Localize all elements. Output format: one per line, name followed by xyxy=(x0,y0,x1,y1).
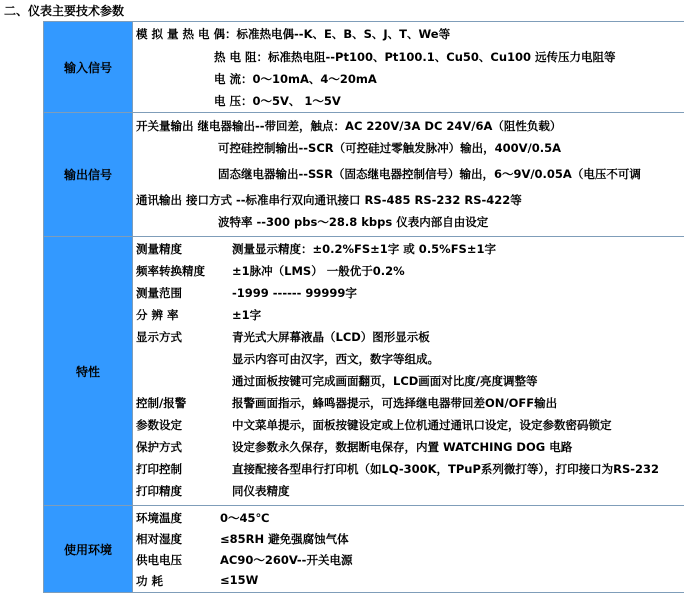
features-label: 特性 xyxy=(44,237,133,505)
rtd-line: 热 电 阻：标准热电阻--Pt100、Pt100.1、Cu50、Cu100 远传压力电阻等 xyxy=(214,50,616,64)
comm-interface-line: 通讯输出 接口方式 --标准串行双向通讯接口 RS-485 RS-232 RS-422等 xyxy=(136,193,522,207)
feature-value: 通过面板按键可完成画面翻页，LCD画面对比度/亮度调整等 xyxy=(232,374,538,388)
feature-value: 设定参数永久保存，数据断电保存，内置 WATCHING DOG 电路 xyxy=(232,440,573,454)
feature-key: 测量精度 xyxy=(136,242,182,256)
scr-output-line: 可控硅控制输出--SCR（可控硅过零触发脉冲）输出，400V/0.5A xyxy=(218,141,561,155)
feature-key: 保护方式 xyxy=(136,440,182,454)
env-value: AC90～260V--开关电源 xyxy=(220,553,353,567)
baud-rate-line: 波特率 --300 pbs～28.8 kbps 仪表内部自由设定 xyxy=(218,215,489,229)
feature-value: -1999 ------ 99999字 xyxy=(232,286,357,300)
feature-key: 分 辨 率 xyxy=(136,308,179,322)
feature-value: 中文菜单提示，面板按键设定或上位机通过通讯口设定，设定参数密码锁定 xyxy=(232,418,612,432)
spec-table xyxy=(43,21,684,593)
env-value: 0～45℃ xyxy=(220,511,270,525)
env-value: ≤85RH 避免强腐蚀气体 xyxy=(220,532,349,546)
ssr-output-line: 固态继电器输出--SSR（固态继电器控制信号）输出，6～9V/0.05A（电压不可调 xyxy=(218,167,641,181)
feature-key: 频率转换精度 xyxy=(136,264,205,278)
env-key: 环境温度 xyxy=(136,511,182,525)
input-signal-content xyxy=(133,22,684,112)
section-heading: 二、仪表主要技术参数 xyxy=(4,4,125,18)
environment-label: 使用环境 xyxy=(44,506,133,592)
feature-value: 直接配接各型串行打印机（如LQ-300K，TPuP系列微打等），打印接口为RS-232 xyxy=(232,462,660,476)
relay-output-line: 开关量输出 继电器输出--带回差，触点：AC 220V/3A DC 24V/6A（阻性负载） xyxy=(136,119,562,133)
feature-key: 测量范围 xyxy=(136,286,182,300)
output-signal-section xyxy=(44,113,684,237)
feature-value: ±1脉冲（LMS） 一般优于0.2% xyxy=(232,264,405,278)
current-line: 电 流：0～10mA、4～20mA xyxy=(214,72,377,86)
features-section xyxy=(44,237,684,506)
feature-key: 打印精度 xyxy=(136,484,182,498)
input-signal-section xyxy=(44,22,684,113)
features-content xyxy=(133,237,684,505)
feature-value: 同仪表精度 xyxy=(232,484,290,498)
feature-key: 参数设定 xyxy=(136,418,182,432)
environment-content xyxy=(133,506,684,592)
feature-value: 青光式大屏幕液晶（LCD）图形显示板 xyxy=(232,330,430,344)
feature-value: 显示内容可由汉字，西文，数字等组成。 xyxy=(232,352,439,366)
env-value: ≤15W xyxy=(220,573,259,587)
env-key: 供电电压 xyxy=(136,553,182,567)
feature-key: 控制/报警 xyxy=(136,396,187,410)
feature-key: 打印控制 xyxy=(136,462,182,476)
env-key: 相对湿度 xyxy=(136,532,182,546)
analog-thermocouple-line: 模 拟 量 热 电 偶：标准热电偶--K、E、B、S、J、T、We等 xyxy=(136,27,451,41)
feature-value: 报警画面指示，蜂鸣器提示，可选择继电器带回差ON/OFF输出 xyxy=(232,396,558,410)
output-signal-label: 输出信号 xyxy=(44,113,133,236)
env-key: 功 耗 xyxy=(136,574,164,588)
feature-value: 测量显示精度：±0.2%FS±1字 或 0.5%FS±1字 xyxy=(232,242,496,256)
feature-value: ±1字 xyxy=(232,308,262,322)
voltage-line: 电 压：0～5V、 1～5V xyxy=(214,94,341,108)
output-signal-content xyxy=(133,113,684,236)
feature-key: 显示方式 xyxy=(136,330,182,344)
input-signal-label: 输入信号 xyxy=(44,22,133,112)
environment-section xyxy=(44,506,684,592)
